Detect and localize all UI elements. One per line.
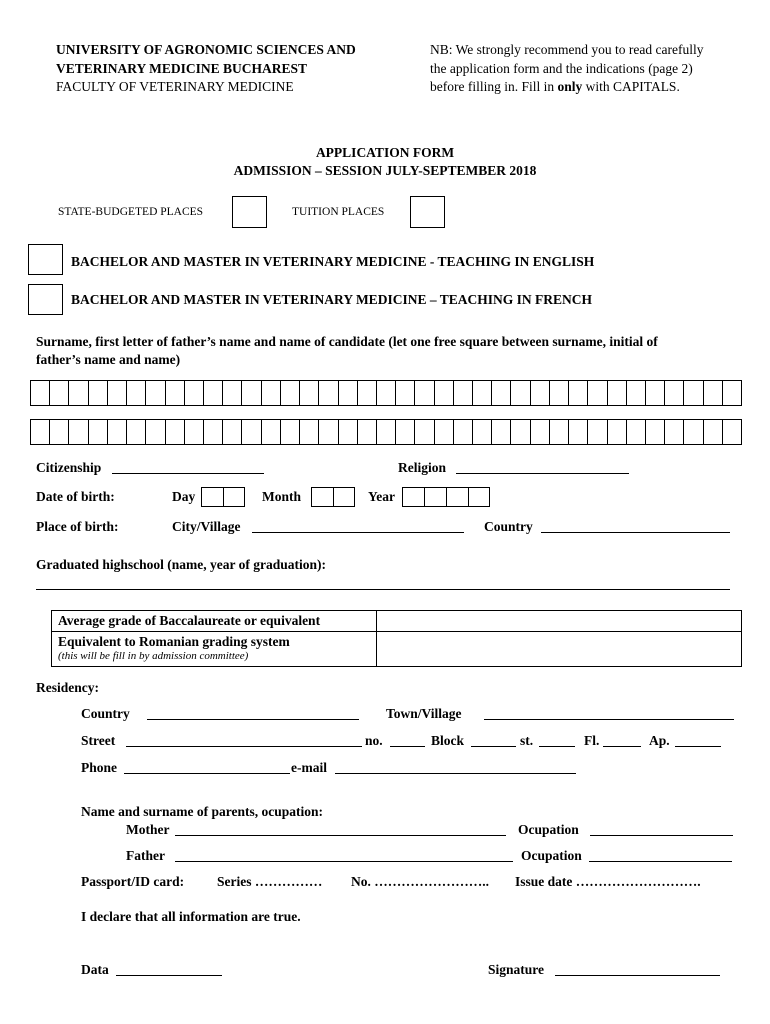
residency-email-field[interactable] bbox=[335, 761, 576, 774]
residency-country-field[interactable] bbox=[147, 707, 359, 720]
program-french-label: BACHELOR AND MASTER IN VETERINARY MEDICINE – TEACHING IN FRENCH bbox=[71, 292, 592, 307]
dob-label: Date of birth: bbox=[36, 489, 115, 504]
pob-country-field[interactable] bbox=[541, 520, 730, 533]
name-instructions-line2: father’s name and name) bbox=[36, 352, 181, 367]
residency-no-label: no. bbox=[365, 733, 383, 748]
dob-year-boxes[interactable] bbox=[402, 487, 490, 507]
dob-year-label: Year bbox=[368, 489, 395, 504]
form-subtitle: ADMISSION – SESSION JULY-SEPTEMBER 2018 bbox=[233, 163, 537, 178]
residency-country-label: Country bbox=[81, 706, 130, 721]
pob-city-label: City/Village bbox=[172, 519, 241, 534]
tuition-places-checkbox[interactable] bbox=[410, 196, 445, 228]
residency-block-label: Block bbox=[431, 733, 465, 748]
dob-month-label: Month bbox=[262, 489, 302, 504]
highschool-label: Graduated highschool (name, year of graduation): bbox=[36, 557, 327, 572]
passport-issue-date[interactable]: Issue date ………………………. bbox=[515, 874, 701, 889]
passport-series[interactable]: Series …………… bbox=[217, 874, 323, 889]
residency-street-field[interactable] bbox=[126, 734, 362, 747]
date-field[interactable] bbox=[116, 963, 222, 976]
residency-fl-field[interactable] bbox=[603, 734, 641, 747]
faculty-name: FACULTY OF VETERINARY MEDICINE bbox=[56, 79, 294, 94]
parents-label: Name and surname of parents, ocupation: bbox=[81, 804, 324, 819]
passport-number[interactable]: No. …………………….. bbox=[351, 874, 489, 889]
residency-block-field[interactable] bbox=[471, 734, 516, 747]
form-title: APPLICATION FORM bbox=[315, 145, 455, 160]
nb-line3-post: with CAPITALS. bbox=[582, 79, 680, 94]
mother-ocupation-field[interactable] bbox=[590, 823, 733, 836]
residency-phone-field[interactable] bbox=[124, 761, 290, 774]
grade-equivalent-cell bbox=[52, 632, 377, 667]
pob-label: Place of birth: bbox=[36, 519, 119, 534]
religion-label: Religion bbox=[398, 460, 447, 475]
residency-label: Residency: bbox=[36, 680, 99, 695]
residency-town-field[interactable] bbox=[484, 707, 734, 720]
grade-baccalaureate-field[interactable] bbox=[377, 611, 742, 632]
mother-ocupation-label: Ocupation bbox=[518, 822, 579, 837]
residency-phone-label: Phone bbox=[81, 760, 118, 775]
passport-label: Passport/ID card: bbox=[81, 874, 185, 889]
residency-fl-label: Fl. bbox=[584, 733, 600, 748]
mother-label: Mother bbox=[126, 822, 170, 837]
name-instructions-line1: Surname, first letter of father’s name and name of candidate (let one free square between surname, initial of bbox=[36, 334, 658, 349]
nb-line3-bold: only bbox=[557, 79, 583, 94]
residency-st-field[interactable] bbox=[539, 734, 575, 747]
citizenship-label: Citizenship bbox=[36, 460, 102, 475]
nb-line1: NB: We strongly recommend you to read carefully bbox=[430, 42, 704, 57]
citizenship-field[interactable] bbox=[112, 461, 264, 474]
grade-baccalaureate-label: Average grade of Baccalaureate or equivalent bbox=[52, 611, 377, 632]
residency-ap-field[interactable] bbox=[675, 734, 721, 747]
state-places-label: STATE-BUDGETED PLACES bbox=[58, 206, 204, 218]
grades-table bbox=[51, 610, 742, 667]
father-ocupation-label: Ocupation bbox=[521, 848, 582, 863]
dob-day-boxes[interactable] bbox=[201, 487, 245, 507]
mother-name-field[interactable] bbox=[175, 823, 506, 836]
state-places-checkbox[interactable] bbox=[232, 196, 267, 228]
grade-equivalent-label: Equivalent to Romanian grading system bbox=[58, 634, 290, 649]
tuition-places-label: TUITION PLACES bbox=[292, 206, 385, 218]
residency-town-label: Town/Village bbox=[386, 706, 462, 721]
father-name-field[interactable] bbox=[175, 849, 513, 862]
dob-day-label: Day bbox=[172, 489, 196, 504]
dob-month-boxes[interactable] bbox=[311, 487, 355, 507]
nb-line2: the application form and the indications (page 2) bbox=[430, 61, 693, 76]
signature-field[interactable] bbox=[555, 963, 720, 976]
grade-equivalent-note: (this will be fill in by admission committee) bbox=[58, 650, 249, 662]
residency-ap-label: Ap. bbox=[649, 733, 670, 748]
name-grid-row1[interactable] bbox=[30, 380, 742, 406]
signature-label: Signature bbox=[488, 962, 545, 977]
residency-no-field[interactable] bbox=[390, 734, 425, 747]
date-label: Data bbox=[81, 962, 109, 977]
pob-country-label: Country bbox=[484, 519, 533, 534]
father-label: Father bbox=[126, 848, 165, 863]
pob-city-field[interactable] bbox=[252, 520, 464, 533]
residency-street-label: Street bbox=[81, 733, 116, 748]
residency-st-label: st. bbox=[520, 733, 534, 748]
university-name-line2: VETERINARY MEDICINE BUCHAREST bbox=[56, 61, 308, 76]
university-name-line1: UNIVERSITY OF AGRONOMIC SCIENCES AND bbox=[56, 42, 356, 57]
program-english-checkbox[interactable] bbox=[28, 244, 63, 275]
program-english-label: BACHELOR AND MASTER IN VETERINARY MEDICINE - TEACHING IN ENGLISH bbox=[71, 254, 595, 269]
grade-equivalent-field[interactable] bbox=[377, 632, 742, 667]
program-french-checkbox[interactable] bbox=[28, 284, 63, 315]
religion-field[interactable] bbox=[456, 461, 629, 474]
declaration-text: I declare that all information are true. bbox=[81, 909, 301, 924]
father-ocupation-field[interactable] bbox=[589, 849, 732, 862]
nb-line3-pre: before filling in. Fill in bbox=[430, 79, 558, 94]
highschool-field[interactable] bbox=[36, 577, 730, 590]
residency-email-label: e-mail bbox=[291, 760, 327, 775]
nb-line3 bbox=[430, 79, 680, 95]
name-grid-row2[interactable] bbox=[30, 419, 742, 445]
